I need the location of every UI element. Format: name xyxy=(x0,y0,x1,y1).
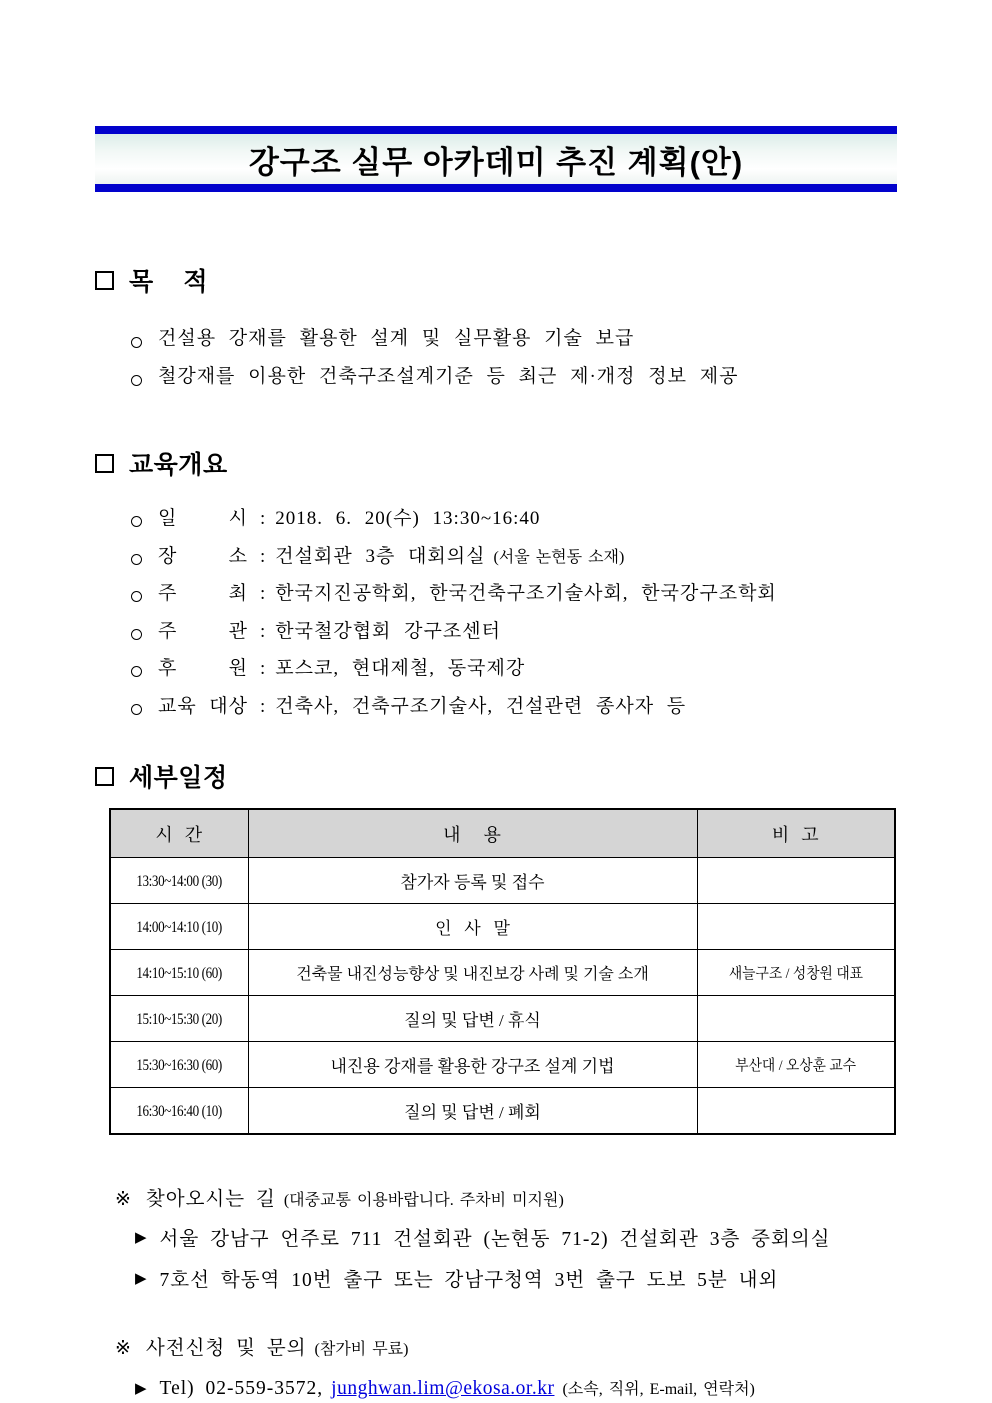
table-row xyxy=(110,1088,895,1135)
triangle-bullet-icon: ▶ xyxy=(135,1380,148,1397)
field-value-paren: (서울 논현동 소재) xyxy=(493,548,625,566)
circle-bullet-icon xyxy=(131,629,142,640)
circle-bullet-icon xyxy=(131,666,142,677)
colon: : xyxy=(260,620,267,642)
section-registration xyxy=(95,1332,897,1400)
colon: : xyxy=(260,545,267,567)
circle-bullet-icon xyxy=(131,375,142,386)
page-title: 강구조 실무 아카데미 추진 계획(안) xyxy=(248,144,744,180)
cell-content: 인 사 말 xyxy=(248,904,697,950)
overview-heading xyxy=(95,445,897,481)
cell-note: 새늘구조 / 성창원 대표 xyxy=(697,950,895,996)
directions-line-text: 서울 강남구 언주로 711 건설회관 (논현동 71-2) 건설회관 3층 중회의실 xyxy=(159,1229,831,1250)
cell-note: 부산대 / 오상훈 교수 xyxy=(697,1042,895,1088)
field-value: 한국철강협회 강구조센터 xyxy=(275,620,501,642)
field-value: 한국지진공학회, 한국건축구조기술사회, 한국강구조학회 xyxy=(275,583,777,604)
registration-heading-label: 사전신청 및 문의 xyxy=(145,1338,307,1359)
circle-bullet-icon xyxy=(131,337,142,348)
circle-bullet-icon xyxy=(131,704,142,715)
colon: : xyxy=(260,695,267,717)
directions-heading-paren: (대중교통 이용바랍니다. 주차비 미지원) xyxy=(283,1192,564,1209)
field-value: 건설회관 3층 대회의실 xyxy=(275,545,486,567)
purpose-heading-label: 목 적 xyxy=(129,268,209,296)
cell-time: 14:00~14:10 (10) xyxy=(110,904,248,950)
overview-row-venue xyxy=(131,541,897,579)
section-directions xyxy=(95,1183,897,1292)
field-label: 후 원 xyxy=(158,658,248,679)
colon: : xyxy=(260,508,267,529)
schedule-heading xyxy=(95,758,897,794)
purpose-item-text: 건설용 강재를 활용한 설계 및 실무활용 기술 보급 xyxy=(158,328,635,349)
circle-bullet-icon xyxy=(131,516,142,527)
cell-content: 건축물 내진성능향상 및 내진보강 사례 및 기술 소개 xyxy=(248,950,697,996)
cell-time: 15:10~15:30 (20) xyxy=(110,996,248,1042)
reference-mark: ※ xyxy=(115,1338,132,1359)
cell-content: 질의 및 답변 / 휴식 xyxy=(248,996,697,1042)
colon: : xyxy=(260,658,267,679)
schedule-heading-label: 세부일정 xyxy=(129,764,228,792)
overview-row-hosts xyxy=(131,578,897,616)
cell-time: 14:10~15:10 (60) xyxy=(110,950,248,996)
circle-bullet-icon xyxy=(131,591,142,602)
field-label: 교육 대상 xyxy=(158,695,248,717)
triangle-bullet-icon: ▶ xyxy=(135,1229,148,1246)
field-label: 장 소 xyxy=(158,545,248,567)
cell-note xyxy=(697,904,895,950)
field-label: 주 최 xyxy=(158,583,248,604)
contact-suffix-paren: (소속, 직위, E-mail, 연락처) xyxy=(562,1381,755,1398)
triangle-bullet-icon: ▶ xyxy=(135,1270,148,1287)
directions-heading-label: 찾아오시는 길 xyxy=(145,1189,276,1210)
field-label: 일 시 xyxy=(158,508,248,529)
cell-note xyxy=(697,996,895,1042)
purpose-heading xyxy=(95,262,897,298)
purpose-item xyxy=(131,323,897,361)
cell-content: 질의 및 답변 / 폐회 xyxy=(248,1088,697,1135)
directions-line xyxy=(135,1223,897,1251)
cell-time: 16:30~16:40 (10) xyxy=(110,1088,248,1135)
cell-note xyxy=(697,1088,895,1135)
colon: : xyxy=(260,583,267,604)
square-bullet-icon xyxy=(95,454,114,473)
overview-row-sponsors xyxy=(131,653,897,691)
title-banner xyxy=(95,126,897,192)
section-overview xyxy=(95,445,897,728)
overview-row-organizer xyxy=(131,616,897,654)
col-header-content: 내 용 xyxy=(248,809,697,858)
cell-content: 내진용 강재를 활용한 강구조 설계 기법 xyxy=(248,1042,697,1088)
schedule-table xyxy=(109,808,896,1135)
field-value: 포스코, 현대제철, 동국제강 xyxy=(275,658,526,679)
directions-line xyxy=(135,1264,897,1292)
square-bullet-icon xyxy=(95,271,114,290)
cell-time: 15:30~16:30 (60) xyxy=(110,1042,248,1088)
col-header-note: 비 고 xyxy=(697,809,895,858)
table-header-row xyxy=(110,809,895,858)
col-header-time: 시 간 xyxy=(110,809,248,858)
table-row xyxy=(110,1042,895,1088)
purpose-item xyxy=(131,361,897,399)
section-schedule xyxy=(95,758,897,1135)
reference-mark: ※ xyxy=(115,1189,132,1210)
overview-row-audience xyxy=(131,691,897,729)
directions-heading xyxy=(115,1183,897,1211)
table-row xyxy=(110,996,895,1042)
circle-bullet-icon xyxy=(131,554,142,565)
table-row xyxy=(110,950,895,996)
directions-line-text: 7호선 학동역 10번 출구 또는 강남구청역 3번 출구 도보 5분 내외 xyxy=(159,1270,779,1291)
table-row xyxy=(110,904,895,950)
section-purpose xyxy=(95,262,897,399)
overview-row-datetime xyxy=(131,503,897,541)
cell-time: 13:30~14:00 (30) xyxy=(110,858,248,904)
square-bullet-icon xyxy=(95,767,114,786)
telephone-number: Tel) 02-559-3572, xyxy=(159,1378,324,1399)
overview-heading-label: 교육개요 xyxy=(129,451,228,479)
registration-heading-paren: (참가비 무료) xyxy=(314,1341,409,1358)
purpose-item-text: 철강재를 이용한 건축구조설계기준 등 최근 제·개정 정보 제공 xyxy=(158,366,739,387)
field-value: 2018. 6. 20(수) 13:30~16:40 xyxy=(275,508,541,529)
email-link[interactable]: junghwan.lim@ekosa.or.kr xyxy=(331,1378,555,1399)
field-value: 건축사, 건축구조기술사, 건설관련 종사자 등 xyxy=(275,695,687,717)
table-row xyxy=(110,858,895,904)
cell-content: 참가자 등록 및 접수 xyxy=(248,858,697,904)
registration-contact-line xyxy=(135,1376,897,1400)
banner-bottom-rule xyxy=(95,184,897,192)
cell-note xyxy=(697,858,895,904)
registration-heading xyxy=(115,1332,897,1360)
banner-body xyxy=(95,134,897,184)
field-label: 주 관 xyxy=(158,620,248,642)
banner-top-rule xyxy=(95,126,897,134)
